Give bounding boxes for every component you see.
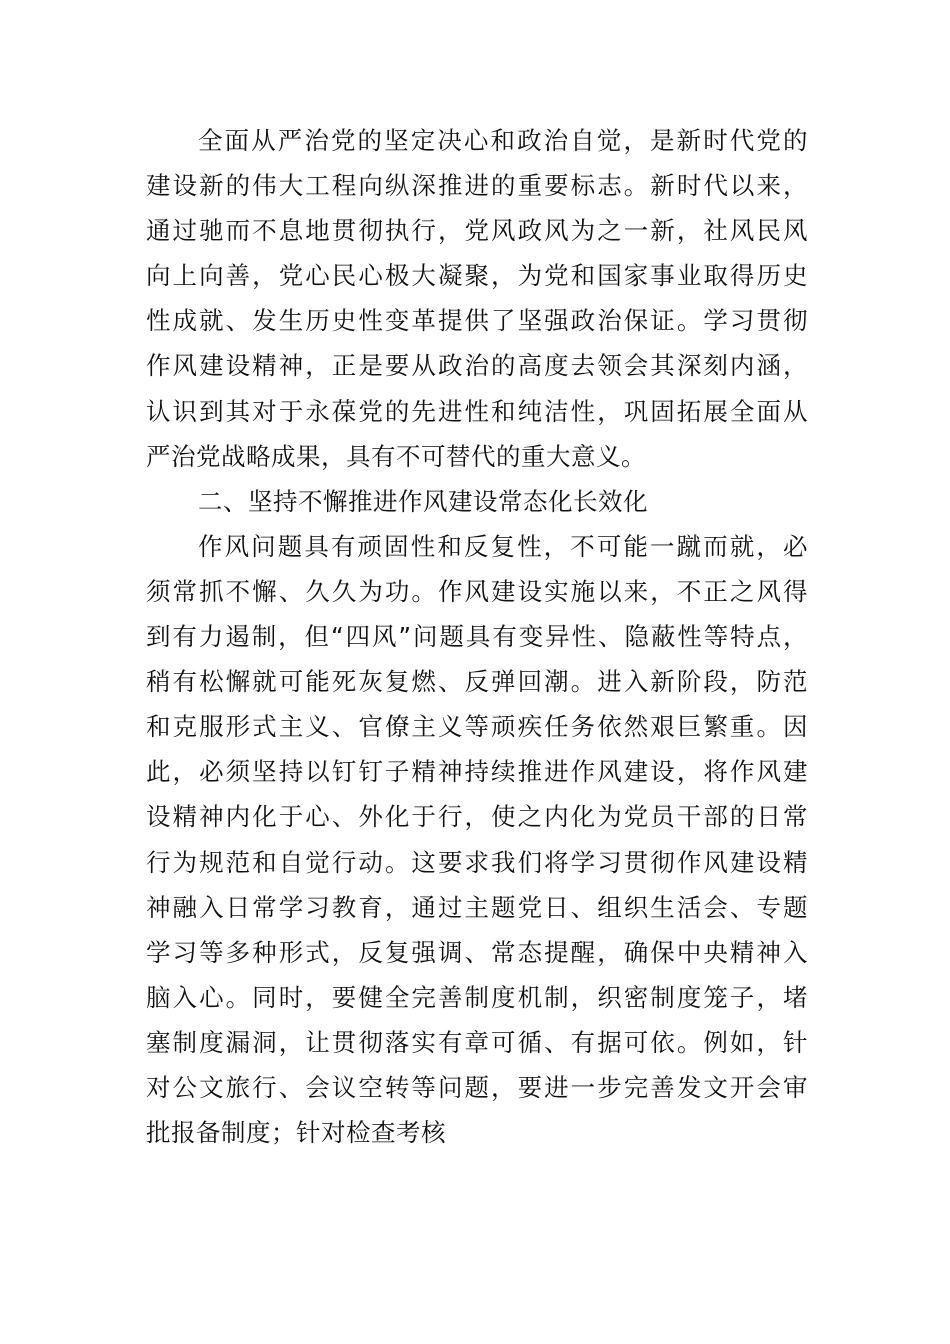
text-line: 此，必须坚持以钉钉子精神持续推进作风建设，将作风建 bbox=[146, 757, 808, 787]
text-line: 设精神内化于心、外化于行，使之内化为党员干部的日常 bbox=[146, 802, 808, 832]
paragraph-first-line: 二、坚持不懈推进作风建设常态化长效化 bbox=[198, 486, 648, 516]
text-line: 认识到其对于永葆党的先进性和纯洁性，巩固拓展全面从 bbox=[146, 396, 808, 426]
text-line: 性成就、发生历史性变革提供了坚强政治保证。学习贯彻 bbox=[146, 306, 808, 336]
text-line: 建设新的伟大工程向纵深推进的重要标志。新时代以来， bbox=[146, 171, 808, 201]
text-line: 塞制度漏洞，让贯彻落实有章可循、有据可依。例如，针 bbox=[146, 1027, 808, 1057]
text-line: 须常抓不懈、久久为功。作风建设实施以来，不正之风得 bbox=[146, 576, 808, 606]
text-line: 批报备制度；针对检查考核 bbox=[146, 1118, 446, 1148]
text-line: 严治党战略成果，具有不可替代的重大意义。 bbox=[146, 441, 646, 471]
text-line: 和克服形式主义、官僚主义等顽疾任务依然艰巨繁重。因 bbox=[146, 712, 808, 742]
text-line: 作风建设精神，正是要从政治的高度去领会其深刻内涵， bbox=[146, 351, 808, 381]
text-line: 向上向善，党心民心极大凝聚，为党和国家事业取得历史 bbox=[146, 261, 808, 291]
text-line: 脑入心。同时，要健全完善制度机制，织密制度笼子，堵 bbox=[146, 982, 808, 1012]
paragraph-first-line: 全面从严治党的坚定决心和政治自觉，是新时代党的 bbox=[198, 126, 808, 155]
text-line: 行为规范和自觉行动。这要求我们将学习贯彻作风建设精 bbox=[146, 847, 808, 877]
text-line: 学习等多种形式，反复强调、常态提醒，确保中央精神入 bbox=[146, 937, 808, 967]
body-text bbox=[146, 118, 808, 1155]
paragraph-first-line: 作风问题具有顽固性和反复性，不可能一蹴而就，必 bbox=[198, 531, 808, 561]
text-line: 神融入日常学习教育，通过主题党日、组织生活会、专题 bbox=[146, 892, 808, 922]
text-line: 对公文旅行、会议空转等问题，要进一步完善发文开会审 bbox=[146, 1072, 808, 1102]
text-line: 通过驰而不息地贯彻执行，党风政风为之一新，社风民风 bbox=[146, 216, 808, 246]
text-line: 到有力遏制，但“四风”问题具有变异性、隐蔽性等特点， bbox=[146, 622, 808, 652]
text-line: 稍有松懈就可能死灰复燃、反弹回潮。进入新阶段，防范 bbox=[146, 667, 808, 697]
